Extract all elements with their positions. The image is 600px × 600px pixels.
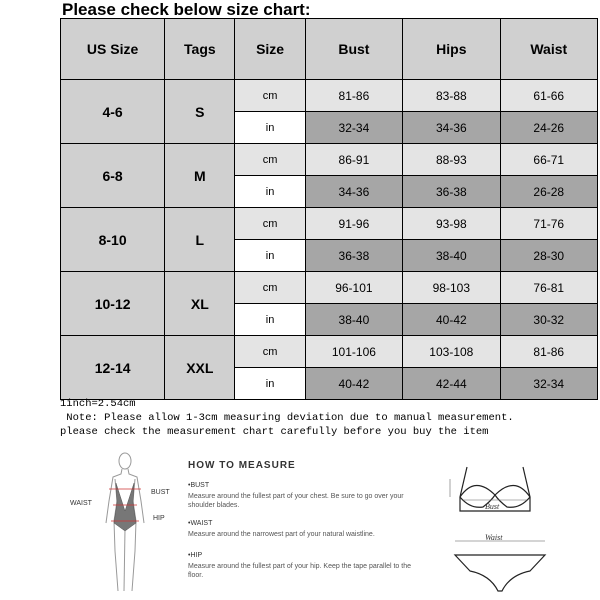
waist-cell: 24-26 — [500, 112, 597, 144]
tag-cell: M — [165, 144, 235, 208]
tag-cell: L — [165, 208, 235, 272]
bust-measure-desc: Measure around the fullest part of your chest. Be sure to go over your shoulder blades. — [188, 493, 404, 509]
unit-cell: in — [235, 240, 305, 272]
body-figure-illustration — [95, 451, 155, 596]
page-title: Please check below size chart: — [62, 0, 311, 19]
unit-cell: cm — [235, 208, 305, 240]
hip-measure-desc: Measure around the fullest part of your hip. Keep the tape parallel to the floor. — [188, 563, 411, 579]
header-size: Size — [235, 19, 305, 80]
us-size-cell: 10-12 — [61, 272, 165, 336]
unit-cell: in — [235, 368, 305, 400]
deviation-note: Note: Please allow 1-3cm measuring deviation due to manual measurement. — [60, 412, 514, 424]
waist-measure-desc: Measure around the narrowest part of your natural waistline. — [188, 531, 375, 538]
bust-measure-label: •BUST — [188, 482, 210, 489]
bust-cell: 38-40 — [305, 304, 402, 336]
hips-cell: 42-44 — [403, 368, 500, 400]
us-size-cell: 8-10 — [61, 208, 165, 272]
unit-cell: cm — [235, 80, 305, 112]
unit-cell: cm — [235, 336, 305, 368]
waist-cell: 30-32 — [500, 304, 597, 336]
bust-cell: 81-86 — [305, 80, 402, 112]
hips-cell: 38-40 — [403, 240, 500, 272]
hips-cell: 88-93 — [403, 144, 500, 176]
check-note: please check the measurement chart carefully before you buy the item — [60, 426, 489, 438]
header-hips: Hips — [403, 19, 500, 80]
table-row — [61, 144, 598, 176]
bottom-illustration — [450, 533, 550, 595]
unit-cell: in — [235, 304, 305, 336]
header-tags: Tags — [165, 19, 235, 80]
tag-cell: XXL — [165, 336, 235, 400]
table-row — [61, 80, 598, 112]
bust-cell: 40-42 — [305, 368, 402, 400]
unit-cell: cm — [235, 144, 305, 176]
header-waist: Waist — [500, 19, 597, 80]
hips-cell: 103-108 — [403, 336, 500, 368]
bust-cell: 32-34 — [305, 112, 402, 144]
waist-cell: 66-71 — [500, 144, 597, 176]
how-to-measure-heading: HOW TO MEASURE — [188, 460, 296, 471]
bra-bust-label: Bust — [485, 502, 500, 511]
waist-cell: 61-66 — [500, 80, 597, 112]
table-row — [61, 272, 598, 304]
bust-cell: 36-38 — [305, 240, 402, 272]
conversion-note: 1inch=2.54cm — [60, 398, 136, 410]
us-size-cell: 6-8 — [61, 144, 165, 208]
header-us-size: US Size — [61, 19, 165, 80]
how-to-measure-panel — [0, 445, 600, 600]
tag-cell: XL — [165, 272, 235, 336]
us-size-cell: 12-14 — [61, 336, 165, 400]
size-chart-table — [60, 18, 598, 400]
figure-bust-label: BUST — [151, 489, 170, 496]
bust-cell: 96-101 — [305, 272, 402, 304]
hips-cell: 83-88 — [403, 80, 500, 112]
bust-cell: 86-91 — [305, 144, 402, 176]
us-size-cell: 4-6 — [61, 80, 165, 144]
figure-waist-label: WAIST — [70, 500, 92, 507]
waist-cell: 28-30 — [500, 240, 597, 272]
hips-cell: 34-36 — [403, 112, 500, 144]
unit-cell: in — [235, 112, 305, 144]
waist-cell: 81-86 — [500, 336, 597, 368]
bust-cell: 91-96 — [305, 208, 402, 240]
table-row — [61, 208, 598, 240]
header-row — [61, 19, 598, 80]
bottom-waist-label: Waist — [485, 533, 503, 542]
waist-measure-label: •WAIST — [188, 520, 213, 527]
bust-cell: 101-106 — [305, 336, 402, 368]
bust-cell: 34-36 — [305, 176, 402, 208]
bra-illustration — [445, 457, 545, 527]
unit-cell: in — [235, 176, 305, 208]
waist-cell: 71-76 — [500, 208, 597, 240]
figure-hip-label: HIP — [153, 515, 165, 522]
waist-cell: 32-34 — [500, 368, 597, 400]
hip-measure-label: •HIP — [188, 552, 203, 559]
unit-cell: cm — [235, 272, 305, 304]
hips-cell: 40-42 — [403, 304, 500, 336]
hips-cell: 98-103 — [403, 272, 500, 304]
table-row — [61, 336, 598, 368]
hips-cell: 36-38 — [403, 176, 500, 208]
tag-cell: S — [165, 80, 235, 144]
size-notes — [60, 397, 514, 439]
hips-cell: 93-98 — [403, 208, 500, 240]
waist-cell: 26-28 — [500, 176, 597, 208]
header-bust: Bust — [305, 19, 402, 80]
waist-cell: 76-81 — [500, 272, 597, 304]
